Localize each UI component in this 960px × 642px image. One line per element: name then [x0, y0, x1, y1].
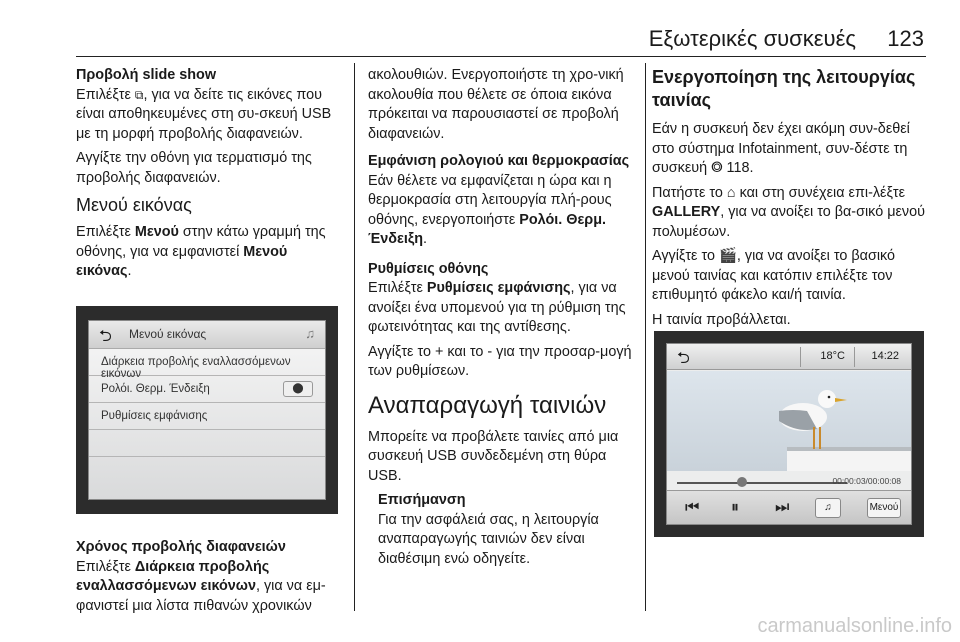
column-divider-1	[354, 63, 355, 611]
top-bar-separator	[800, 347, 801, 367]
clock-text-2: .	[423, 231, 428, 247]
menu-text-1: Επιλέξτε	[76, 224, 135, 240]
picture-menu-top-bar	[89, 321, 325, 349]
duration-text-1: Επιλέξτε	[76, 558, 135, 575]
progress-knob[interactable]	[737, 477, 747, 487]
press-bold: GALLERY	[652, 204, 721, 220]
toggle-dot-icon[interactable]: ⬤	[283, 381, 313, 397]
adjust-paragraph: Αγγίξτε το + και το - για την προσαρ-μογή των ρυθμίσεων.	[368, 343, 632, 379]
page-number: 123	[887, 26, 924, 51]
slideshow-paragraph	[76, 86, 344, 145]
plays-paragraph: Η ταινία προβάλλεται.	[652, 311, 791, 328]
continued-paragraph: ακολουθιών. Ενεργοποιήστε τη χρο-νική ακολουθία που θέλετε σε όποια εικόνα πρόκειται να παρουσιαστεί σε προβολή διαφανειών.	[368, 67, 624, 142]
menu-item-label: Διάρκεια προβολής εναλλασσόμενων εικόνων	[101, 356, 291, 380]
header-rule	[76, 56, 926, 57]
playback-controls	[667, 490, 911, 524]
clock-readout: 14:22	[871, 350, 899, 362]
music-note-icon[interactable]: ♫	[305, 326, 315, 341]
press-text-1: Πατήστε το	[652, 184, 727, 201]
menu-bold-2: Μενού εικόνας	[76, 243, 288, 279]
display-text-1: Επιλέξτε	[368, 280, 427, 296]
video-frame	[667, 371, 911, 471]
activate-text: Εάν η συσκευή δεν έχει ακόμη συν-δεθεί στο σύστημα Infotainment, συν-δέστε τη συσκευή	[652, 121, 910, 176]
clock-bold: Ρολόι. Θερμ. Ένδειξη	[368, 211, 606, 247]
top-bar-separator	[854, 347, 855, 367]
back-arrow-icon[interactable]: ⮌	[99, 328, 112, 345]
touch-text-2: , για να ανοίξει το βασικό μενού ταινίας και κατόπιν επιλέξτε τον επιθυμητό φάκελο και/ή ταινία.	[652, 248, 896, 303]
video-screenshot	[654, 331, 924, 537]
display-text-2: , για να ανοίξει ένα υπομενού για τη ρύθμιση της φωτεινότητας και της αντίθεσης.	[368, 280, 626, 335]
duration-bold: Διάρκεια προβολής εναλλασσόμενων εικόνων	[76, 558, 270, 594]
duration-text-2: , για να εμ-φανιστεί μια λίστα πιθανών χρονικών	[76, 578, 326, 614]
press-paragraph	[652, 184, 928, 243]
picture-menu-title: Μενού εικόνας	[129, 327, 207, 341]
page-title: Εξωτερικές συσκευές	[648, 26, 856, 51]
movie-icon: 🎬	[718, 248, 737, 264]
notice-box	[368, 491, 636, 569]
menu-item-slide-duration[interactable]	[89, 349, 325, 380]
activate-heading: Ενεργοποίηση της λειτουργίας ταινίας	[652, 67, 916, 110]
slideshow-text-1: Επιλέξτε	[76, 86, 131, 103]
menu-bold-1: Μενού	[134, 224, 179, 240]
press-text-3: , για να ανοίξει το βα-σικό μενού πολυμέσων.	[652, 204, 925, 240]
home-icon: ⌂	[726, 184, 736, 201]
seagull-image	[667, 371, 911, 471]
activate-paragraph	[652, 120, 928, 179]
progress-track[interactable]	[677, 482, 847, 484]
back-arrow-icon[interactable]: ⮌	[677, 350, 690, 367]
slideshow-heading: Προβολή slide show	[76, 67, 217, 83]
progress-time: 00:00:03/00:00:08	[832, 476, 901, 486]
slideshow-text-2: , για να δείτε τις εικόνες που είναι αποθηκευμένες στη συ-σκευή USB με τη μορφή προβολής διαφανειών.	[76, 86, 332, 142]
touch-paragraph	[652, 247, 928, 306]
menu-item-label: Ρυθμίσεις εμφάνισης	[101, 410, 208, 422]
picture-menu-screenshot	[76, 306, 338, 514]
menu-heading: Μενού εικόνας	[76, 195, 192, 215]
menu-paragraph	[76, 223, 344, 282]
column-3	[652, 66, 928, 335]
audio-settings-icon[interactable]: ♫	[815, 498, 841, 518]
activate-ref: 118.	[726, 160, 754, 176]
temperature-readout: 18°C	[820, 350, 845, 362]
menu-item-empty	[89, 430, 325, 457]
video-top-bar	[667, 344, 911, 370]
display-bold: Ρυθμίσεις εμφάνισης	[426, 280, 571, 296]
clock-heading: Εμφάνιση ρολογιού και θερμοκρασίας	[368, 153, 630, 169]
menu-item-display-settings[interactable]	[89, 403, 325, 430]
clock-text-1: Εάν θέλετε να εμφανίζεται η ώρα και η θερμοκρασία στη λειτουργία πλή-ρους οθόνης, ενεργοποιήστε	[368, 172, 612, 228]
notice-paragraph: Για την ασφάλειά σας, η λειτουργία αναπαραγωγής ταινιών δεν είναι διαθέσιμη ενώ οδηγείτε.	[378, 511, 599, 567]
clock-paragraph	[368, 172, 636, 250]
video-menu-button[interactable]: Μενού	[867, 498, 901, 518]
slideshow-stop: Αγγίξτε την οθόνη για τερματισμό της προβολής διαφανειών.	[76, 150, 312, 186]
menu-text-3: .	[127, 263, 132, 279]
display-paragraph	[368, 279, 636, 338]
column-2	[368, 66, 636, 574]
video-heading: Αναπαραγωγή ταινιών	[368, 391, 607, 419]
pause-icon[interactable]: ⏸	[731, 499, 740, 516]
menu-text-2: στην κάτω γραμμή της οθόνης, για να εμφανιστεί	[76, 224, 326, 260]
menu-item-clock-temp[interactable]	[89, 376, 325, 403]
column-1-bottom	[76, 538, 344, 621]
touch-text-1: Αγγίξτε το	[652, 248, 719, 264]
duration-paragraph	[76, 558, 344, 617]
slideshow-icon: ⧉	[134, 87, 144, 102]
duration-heading: Χρόνος προβολής διαφανειών	[76, 539, 286, 555]
video-paragraph: Μπορείτε να προβάλετε ταινίες από μια συσκευή USB συνδεδεμένη στη θύρα USB.	[368, 428, 619, 484]
page-ref-arrow-icon: ⭗	[711, 160, 723, 176]
previous-track-icon[interactable]: ⏮	[685, 499, 700, 516]
next-track-icon[interactable]: ⏭	[775, 499, 790, 516]
column-1	[76, 66, 344, 287]
menu-item-label: Ρολόι. Θερμ. Ένδειξη	[101, 383, 210, 395]
video-screen	[666, 343, 912, 525]
display-heading: Ρυθμίσεις οθόνης	[368, 260, 489, 277]
page-header	[76, 26, 926, 52]
watermark: carmanualsonline.info	[757, 615, 952, 637]
picture-menu-screen	[88, 320, 326, 500]
notice-heading: Επισήμανση	[378, 492, 466, 508]
column-divider-2	[645, 63, 646, 611]
press-text-2: και στη συνέχεια επι-λέξτε	[735, 184, 906, 201]
